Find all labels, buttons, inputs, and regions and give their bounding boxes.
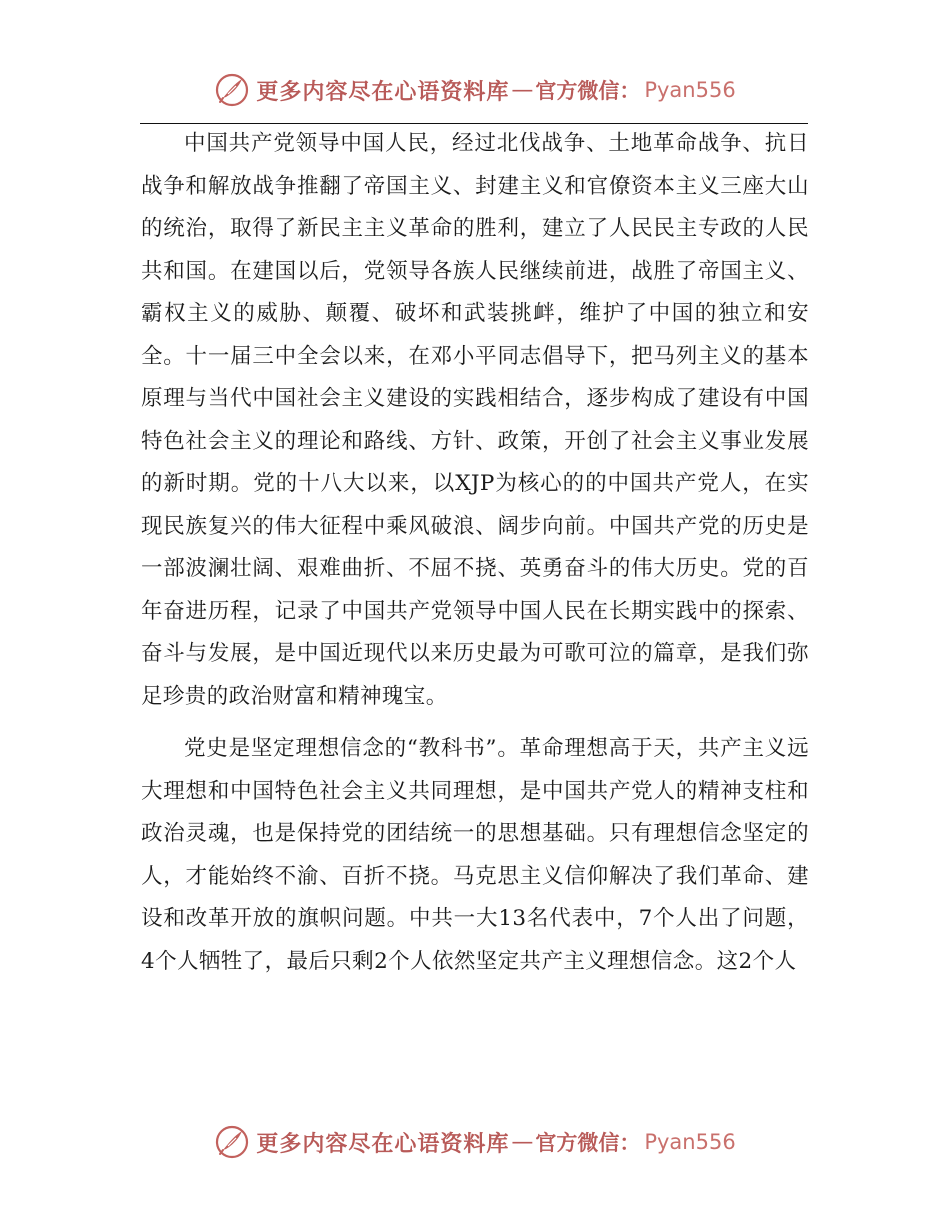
footer-wechat-handle: Pyan556: [644, 1130, 736, 1154]
document-body: [141, 123, 809, 983]
header-brand-text: 更多内容尽在心语资料库: [256, 78, 510, 105]
paragraph-ideals: 党史是坚定理想信念的“教科书”。革命理想高于天，共产主义远大理想和中国特色社会主义共同理想，是中国共产党人的精神支柱和政治灵魂，也是保持党的团结统一的思想基础。只有理想信念坚定的人，才能始终不渝、百折不挠。马克思主义信仰解决了我们革命、建设和改革开放的旗帜问题。中共一大13名代表中，7个人出了问题，4个人牺牲了，最后只剩2个人依然坚定共产主义理想信念。这2个人: [141, 736, 809, 974]
footer-banner: [0, 1122, 950, 1162]
header-separator: —: [511, 77, 534, 103]
quill-pen-logo-icon: [214, 72, 250, 108]
header-wechat-handle: Pyan556: [644, 78, 736, 102]
footer-separator: —: [511, 1129, 534, 1155]
footer-brand-text: 更多内容尽在心语资料库: [256, 1130, 510, 1157]
quill-pen-logo-icon: [214, 1124, 250, 1160]
footer-wechat-label: 官方微信：: [535, 1130, 641, 1155]
header-banner: [0, 70, 950, 110]
header-wechat-label: 官方微信：: [535, 78, 641, 103]
paragraph-history: 中国共产党领导中国人民，经过北伐战争、土地革命战争、抗日战争和解放战争推翻了帝国主义、封建主义和官僚资本主义三座大山的统治，取得了新民主主义革命的胜利，建立了人民民主专政的人民共和国。在建国以后，党领导各族人民继续前进，战胜了帝国主义、霸权主义的威胁、颠覆、破坏和武装挑衅，维护了中国的独立和安全。十一届三中全会以来，在邓小平同志倡导下，把马列主义的基本原理与当代中国社会主义建设的实践相结合，逐步构成了建设有中国特色社会主义的理论和路线、方针、政策，开创了社会主义事业发展的新时期。党的十八大以来，以XJP为核心的的中国共产党人，在实现民族复兴的伟大征程中乘风破浪、阔步向前。中国共产党的历史是一部波澜壮阔、艰难曲折、不屈不挠、英勇奋斗的伟大历史。党的百年奋进历程，记录了中国共产党领导中国人民在长期实践中的探索、奋斗与发展，是中国近现代以来历史最为可歌可泣的篇章，是我们弥足珍贵的政治财富和精神瑰宝。: [141, 131, 809, 709]
